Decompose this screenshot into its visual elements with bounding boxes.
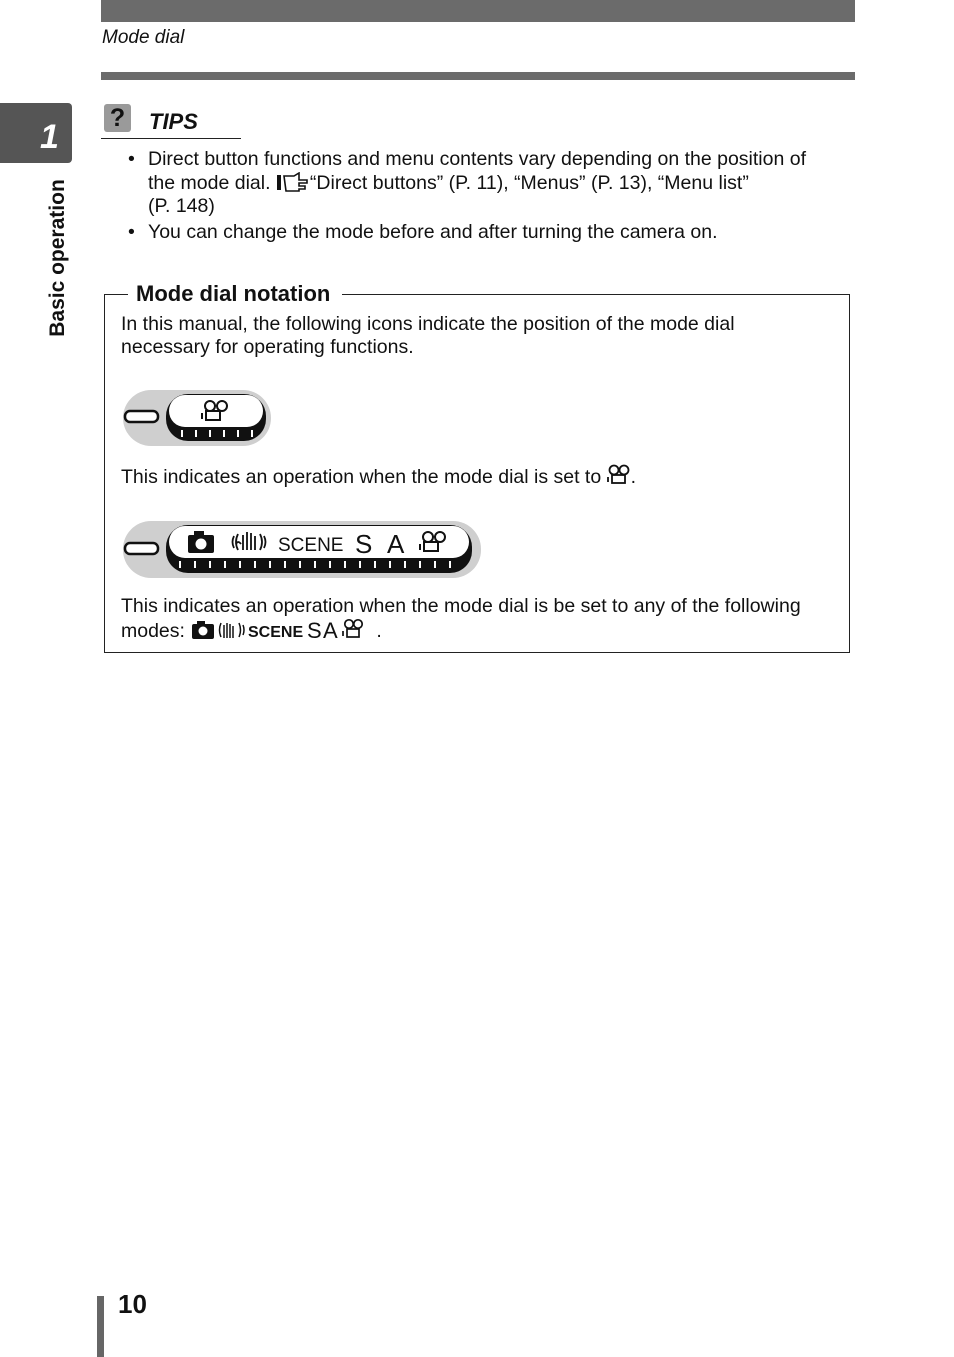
mode-icons-strip xyxy=(190,618,376,646)
tips-item-2-line1: You can change the mode before and after turning the camera on. xyxy=(148,221,718,243)
tips-icon xyxy=(104,104,131,132)
movie-icon xyxy=(343,620,362,637)
tips-item-1-line1: Direct button functions and menu contents vary depending on the position of xyxy=(148,148,807,170)
tips-icon-glyph: ? xyxy=(109,104,126,132)
notation-box-title: Mode dial notation xyxy=(128,281,342,307)
multi-mode-caption-line1: This indicates an operation when the mode dial is be set to any of the following xyxy=(121,595,801,617)
bullet-dot: • xyxy=(128,221,135,243)
single-mode-caption xyxy=(121,464,636,492)
mode-dial-single-illustration xyxy=(122,389,272,447)
a-mode-label: A xyxy=(387,529,405,559)
multi-caption-end: . xyxy=(376,620,382,642)
running-head: Mode dial xyxy=(102,27,185,48)
chapter-number: 1 xyxy=(40,118,59,156)
tips-title: TIPS xyxy=(149,109,198,134)
multi-caption-text: modes: xyxy=(121,620,191,642)
page-number: 10 xyxy=(118,1289,147,1319)
movie-icon xyxy=(607,464,631,492)
multi-mode-caption-line2 xyxy=(121,618,382,646)
a-icon-label: A xyxy=(323,618,339,640)
stabilizer-icon xyxy=(220,623,245,638)
chapter-label: Basic operation xyxy=(46,179,69,337)
notation-intro-line2: necessary for operating functions. xyxy=(121,336,414,358)
header-bar xyxy=(101,0,855,22)
s-mode-label: S xyxy=(355,529,373,559)
tips-item-1-line2-post: “Direct buttons” (P. 11), “Menus” (P. 13), “Menu list” xyxy=(309,172,749,194)
header-rule xyxy=(101,72,855,80)
single-caption-end: . xyxy=(630,466,637,488)
single-caption-text: This indicates an operation when the mode dial is set to xyxy=(121,466,607,488)
tips-item-1-line2-pre: the mode dial. xyxy=(148,172,276,194)
chapter-tab xyxy=(0,103,72,163)
mode-dial-multi-illustration xyxy=(122,520,482,579)
s-icon-label: S xyxy=(307,618,323,640)
footer-bar xyxy=(97,1296,104,1357)
camera-icon xyxy=(192,621,214,639)
tips-item-1-line3: (P. 148) xyxy=(148,195,215,217)
scene-mode-label: SCENE xyxy=(278,535,344,556)
notation-intro-line1: In this manual, the following icons indicate the position of the mode dial xyxy=(121,313,735,335)
tips-underline xyxy=(101,138,241,139)
bullet-dot: • xyxy=(128,148,135,170)
scene-icon-label: SCENE xyxy=(248,624,304,640)
